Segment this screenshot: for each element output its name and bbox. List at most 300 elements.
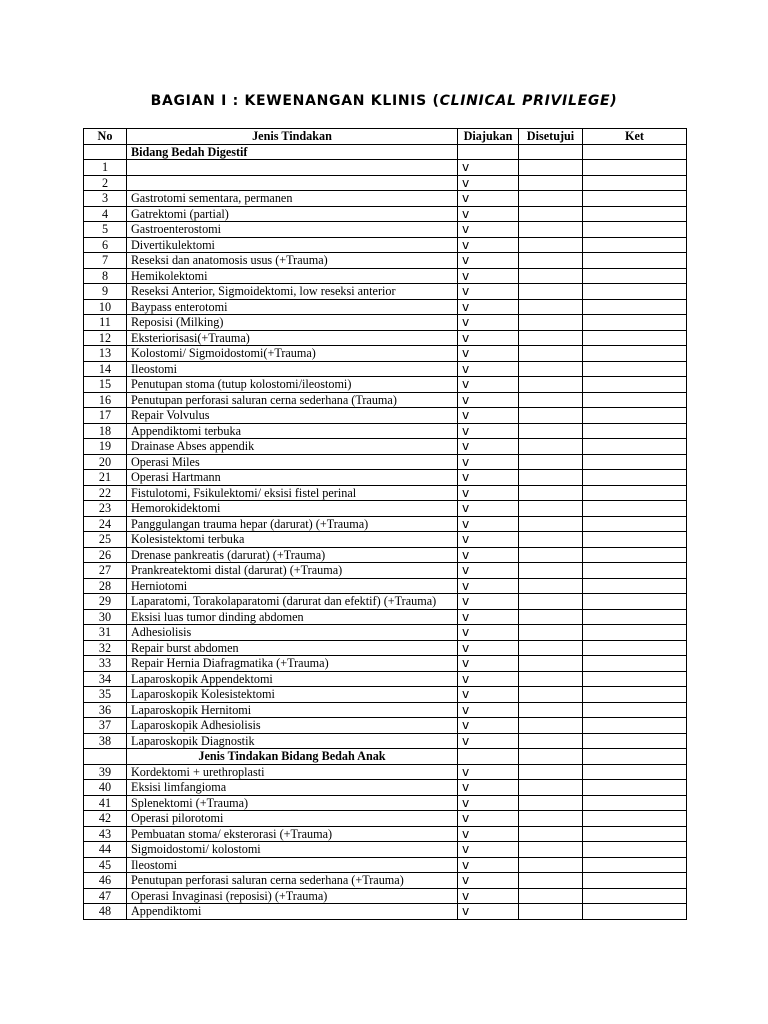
cell-ket <box>583 547 687 563</box>
cell-ket <box>583 873 687 889</box>
cell-ket <box>583 733 687 749</box>
section-heading: Jenis Tindakan Bidang Bedah Anak <box>127 749 458 765</box>
cell-no <box>84 749 127 765</box>
cell-no: 33 <box>84 656 127 672</box>
table-row <box>84 857 687 873</box>
page-title <box>0 93 768 109</box>
cell-jenis-tindakan: Eksteriorisasi(+Trauma) <box>127 330 458 346</box>
cell-diajukan: v <box>458 175 519 191</box>
cell-diajukan: v <box>458 625 519 641</box>
table-row <box>84 377 687 393</box>
cell-disetujui <box>519 764 583 780</box>
cell-diajukan: v <box>458 532 519 548</box>
cell-diajukan: v <box>458 423 519 439</box>
cell-jenis-tindakan: Laparoskopik Diagnostik <box>127 733 458 749</box>
table-row <box>84 237 687 253</box>
cell-no: 2 <box>84 175 127 191</box>
cell-ket <box>583 594 687 610</box>
table-row <box>84 764 687 780</box>
cell-jenis-tindakan: Herniotomi <box>127 578 458 594</box>
cell-no: 16 <box>84 392 127 408</box>
cell-diajukan: v <box>458 485 519 501</box>
cell-diajukan: v <box>458 191 519 207</box>
section-row <box>84 144 687 160</box>
table-row <box>84 315 687 331</box>
cell-jenis-tindakan: Drenase pankreatis (darurat) (+Trauma) <box>127 547 458 563</box>
cell-jenis-tindakan: Laparoskopik Adhesiolisis <box>127 718 458 734</box>
cell-disetujui <box>519 439 583 455</box>
cell-diajukan: v <box>458 392 519 408</box>
cell-disetujui <box>519 826 583 842</box>
cell-ket <box>583 423 687 439</box>
cell-jenis-tindakan: Gatrektomi (partial) <box>127 206 458 222</box>
cell-ket <box>583 206 687 222</box>
cell-ket <box>583 826 687 842</box>
table-row <box>84 532 687 548</box>
cell-disetujui <box>519 749 583 765</box>
cell-jenis-tindakan: Hemorokidektomi <box>127 501 458 517</box>
section-heading: Bidang Bedah Digestif <box>127 144 458 160</box>
cell-no: 10 <box>84 299 127 315</box>
cell-disetujui <box>519 857 583 873</box>
cell-no: 27 <box>84 563 127 579</box>
table-row <box>84 392 687 408</box>
table-row <box>84 718 687 734</box>
cell-disetujui <box>519 160 583 176</box>
table-header-row <box>84 129 687 145</box>
cell-diajukan: v <box>458 904 519 920</box>
cell-diajukan: v <box>458 609 519 625</box>
cell-no: 5 <box>84 222 127 238</box>
header-jenis-tindakan: Jenis Tindakan <box>127 129 458 145</box>
table-row <box>84 160 687 176</box>
table-row <box>84 206 687 222</box>
cell-no: 7 <box>84 253 127 269</box>
cell-disetujui <box>519 563 583 579</box>
cell-jenis-tindakan: Repair Hernia Diafragmatika (+Trauma) <box>127 656 458 672</box>
cell-jenis-tindakan: Repair burst abdomen <box>127 640 458 656</box>
table-row <box>84 284 687 300</box>
cell-diajukan: v <box>458 702 519 718</box>
cell-disetujui <box>519 516 583 532</box>
table-row <box>84 671 687 687</box>
cell-no: 6 <box>84 237 127 253</box>
cell-no: 32 <box>84 640 127 656</box>
cell-no: 25 <box>84 532 127 548</box>
cell-disetujui <box>519 237 583 253</box>
cell-no: 14 <box>84 361 127 377</box>
table-row <box>84 423 687 439</box>
cell-jenis-tindakan: Gastrotomi sementara, permanen <box>127 191 458 207</box>
cell-ket <box>583 144 687 160</box>
cell-diajukan: v <box>458 315 519 331</box>
table-row <box>84 702 687 718</box>
table-row <box>84 578 687 594</box>
cell-no: 1 <box>84 160 127 176</box>
cell-ket <box>583 470 687 486</box>
cell-disetujui <box>519 780 583 796</box>
cell-disetujui <box>519 888 583 904</box>
cell-jenis-tindakan: Fistulotomi, Fsikulektomi/ eksisi fistel perinal <box>127 485 458 501</box>
cell-diajukan: v <box>458 268 519 284</box>
cell-diajukan: v <box>458 733 519 749</box>
table-row <box>84 656 687 672</box>
table-row <box>84 625 687 641</box>
cell-jenis-tindakan: Kolesistektomi terbuka <box>127 532 458 548</box>
cell-no: 21 <box>84 470 127 486</box>
cell-ket <box>583 656 687 672</box>
cell-no: 22 <box>84 485 127 501</box>
cell-diajukan: v <box>458 780 519 796</box>
table-row <box>84 268 687 284</box>
cell-ket <box>583 377 687 393</box>
cell-jenis-tindakan: Reposisi (Milking) <box>127 315 458 331</box>
cell-disetujui <box>519 284 583 300</box>
table-row <box>84 888 687 904</box>
cell-no: 40 <box>84 780 127 796</box>
cell-disetujui <box>519 625 583 641</box>
cell-ket <box>583 671 687 687</box>
cell-no: 43 <box>84 826 127 842</box>
cell-no: 30 <box>84 609 127 625</box>
cell-ket <box>583 516 687 532</box>
cell-ket <box>583 888 687 904</box>
cell-disetujui <box>519 594 583 610</box>
cell-ket <box>583 160 687 176</box>
table-row <box>84 826 687 842</box>
cell-no <box>84 144 127 160</box>
cell-diajukan: v <box>458 547 519 563</box>
cell-ket <box>583 392 687 408</box>
header-ket: Ket <box>583 129 687 145</box>
cell-jenis-tindakan: Eksisi luas tumor dinding abdomen <box>127 609 458 625</box>
table-row <box>84 501 687 517</box>
cell-disetujui <box>519 144 583 160</box>
cell-diajukan: v <box>458 795 519 811</box>
cell-diajukan: v <box>458 656 519 672</box>
cell-disetujui <box>519 470 583 486</box>
table-row <box>84 594 687 610</box>
cell-ket <box>583 361 687 377</box>
cell-disetujui <box>519 501 583 517</box>
cell-no: 48 <box>84 904 127 920</box>
cell-jenis-tindakan: Laparoskopik Hernitomi <box>127 702 458 718</box>
cell-ket <box>583 904 687 920</box>
cell-ket <box>583 454 687 470</box>
cell-no: 20 <box>84 454 127 470</box>
cell-diajukan: v <box>458 671 519 687</box>
table-row <box>84 563 687 579</box>
cell-diajukan: v <box>458 563 519 579</box>
cell-no: 31 <box>84 625 127 641</box>
cell-diajukan: v <box>458 253 519 269</box>
cell-no: 45 <box>84 857 127 873</box>
cell-ket <box>583 485 687 501</box>
cell-disetujui <box>519 687 583 703</box>
table-row <box>84 222 687 238</box>
cell-jenis-tindakan: Operasi Invaginasi (reposisi) (+Trauma) <box>127 888 458 904</box>
cell-no: 4 <box>84 206 127 222</box>
table-row <box>84 640 687 656</box>
cell-no: 19 <box>84 439 127 455</box>
cell-ket <box>583 330 687 346</box>
cell-no: 24 <box>84 516 127 532</box>
table-row <box>84 780 687 796</box>
cell-jenis-tindakan: Operasi pilorotomi <box>127 811 458 827</box>
cell-disetujui <box>519 253 583 269</box>
cell-disetujui <box>519 377 583 393</box>
cell-no: 39 <box>84 764 127 780</box>
cell-jenis-tindakan: Kolostomi/ Sigmoidostomi(+Trauma) <box>127 346 458 362</box>
cell-no: 38 <box>84 733 127 749</box>
cell-jenis-tindakan: Reseksi dan anatomosis usus (+Trauma) <box>127 253 458 269</box>
cell-diajukan: v <box>458 764 519 780</box>
header-no: No <box>84 129 127 145</box>
cell-disetujui <box>519 175 583 191</box>
cell-jenis-tindakan: Repair Volvulus <box>127 408 458 424</box>
cell-disetujui <box>519 361 583 377</box>
cell-ket <box>583 501 687 517</box>
cell-diajukan: v <box>458 516 519 532</box>
cell-jenis-tindakan: Ileostomi <box>127 857 458 873</box>
table-row <box>84 609 687 625</box>
table-row <box>84 873 687 889</box>
cell-disetujui <box>519 640 583 656</box>
table-row <box>84 516 687 532</box>
cell-diajukan: v <box>458 888 519 904</box>
cell-diajukan: v <box>458 842 519 858</box>
cell-ket <box>583 578 687 594</box>
cell-diajukan: v <box>458 594 519 610</box>
cell-diajukan: v <box>458 284 519 300</box>
cell-disetujui <box>519 191 583 207</box>
cell-jenis-tindakan: Drainase Abses appendik <box>127 439 458 455</box>
table-row <box>84 470 687 486</box>
cell-no: 42 <box>84 811 127 827</box>
cell-diajukan: v <box>458 454 519 470</box>
table-row <box>84 687 687 703</box>
cell-jenis-tindakan: Laparatomi, Torakolaparatomi (darurat dan efektif) (+Trauma) <box>127 594 458 610</box>
cell-jenis-tindakan: Sigmoidostomi/ kolostomi <box>127 842 458 858</box>
cell-disetujui <box>519 485 583 501</box>
cell-ket <box>583 408 687 424</box>
cell-jenis-tindakan: Baypass enterotomi <box>127 299 458 315</box>
cell-no: 37 <box>84 718 127 734</box>
cell-disetujui <box>519 609 583 625</box>
cell-disetujui <box>519 733 583 749</box>
cell-jenis-tindakan: Laparoskopik Appendektomi <box>127 671 458 687</box>
cell-no: 13 <box>84 346 127 362</box>
cell-jenis-tindakan: Laparoskopik Kolesistektomi <box>127 687 458 703</box>
cell-ket <box>583 253 687 269</box>
cell-ket <box>583 175 687 191</box>
cell-disetujui <box>519 532 583 548</box>
table-row <box>84 330 687 346</box>
cell-diajukan: v <box>458 346 519 362</box>
table-row <box>84 346 687 362</box>
cell-diajukan: v <box>458 160 519 176</box>
cell-jenis-tindakan: Panggulangan trauma hepar (darurat) (+Trauma) <box>127 516 458 532</box>
cell-diajukan: v <box>458 299 519 315</box>
cell-ket <box>583 842 687 858</box>
cell-diajukan <box>458 749 519 765</box>
cell-disetujui <box>519 702 583 718</box>
table-row <box>84 439 687 455</box>
cell-jenis-tindakan: Pembuatan stoma/ eksterorasi (+Trauma) <box>127 826 458 842</box>
cell-disetujui <box>519 222 583 238</box>
header-disetujui: Disetujui <box>519 129 583 145</box>
cell-disetujui <box>519 842 583 858</box>
cell-disetujui <box>519 299 583 315</box>
cell-jenis-tindakan: Eksisi limfangioma <box>127 780 458 796</box>
cell-disetujui <box>519 423 583 439</box>
cell-disetujui <box>519 578 583 594</box>
table-row <box>84 485 687 501</box>
cell-no: 36 <box>84 702 127 718</box>
cell-jenis-tindakan <box>127 175 458 191</box>
cell-no: 17 <box>84 408 127 424</box>
cell-ket <box>583 284 687 300</box>
cell-ket <box>583 299 687 315</box>
cell-ket <box>583 563 687 579</box>
table-row <box>84 299 687 315</box>
cell-jenis-tindakan: Hemikolektomi <box>127 268 458 284</box>
cell-disetujui <box>519 330 583 346</box>
cell-ket <box>583 702 687 718</box>
cell-no: 26 <box>84 547 127 563</box>
cell-diajukan <box>458 144 519 160</box>
cell-ket <box>583 811 687 827</box>
cell-no: 29 <box>84 594 127 610</box>
cell-jenis-tindakan: Divertikulektomi <box>127 237 458 253</box>
cell-jenis-tindakan <box>127 160 458 176</box>
cell-no: 28 <box>84 578 127 594</box>
cell-ket <box>583 222 687 238</box>
cell-disetujui <box>519 315 583 331</box>
cell-jenis-tindakan: Adhesiolisis <box>127 625 458 641</box>
cell-disetujui <box>519 268 583 284</box>
cell-no: 18 <box>84 423 127 439</box>
table-body <box>84 144 687 919</box>
table-row <box>84 175 687 191</box>
cell-disetujui <box>519 206 583 222</box>
cell-diajukan: v <box>458 826 519 842</box>
cell-no: 46 <box>84 873 127 889</box>
section-row <box>84 749 687 765</box>
table-row <box>84 842 687 858</box>
cell-jenis-tindakan: Splenektomi (+Trauma) <box>127 795 458 811</box>
cell-diajukan: v <box>458 330 519 346</box>
cell-disetujui <box>519 718 583 734</box>
table-row <box>84 795 687 811</box>
table-row <box>84 811 687 827</box>
cell-no: 12 <box>84 330 127 346</box>
cell-diajukan: v <box>458 377 519 393</box>
cell-jenis-tindakan: Penutupan perforasi saluran cerna sederhana (+Trauma) <box>127 873 458 889</box>
cell-no: 15 <box>84 377 127 393</box>
cell-ket <box>583 749 687 765</box>
cell-jenis-tindakan: Appendiktomi terbuka <box>127 423 458 439</box>
title-italic: CLINICAL PRIVILEGE) <box>439 93 618 109</box>
title-prefix: BAGIAN I : KEWENANGAN KLINIS ( <box>150 93 440 109</box>
cell-jenis-tindakan: Penutupan perforasi saluran cerna sederhana (Trauma) <box>127 392 458 408</box>
cell-jenis-tindakan: Prankreatektomi distal (darurat) (+Trauma) <box>127 563 458 579</box>
cell-ket <box>583 625 687 641</box>
cell-ket <box>583 687 687 703</box>
cell-diajukan: v <box>458 237 519 253</box>
cell-no: 3 <box>84 191 127 207</box>
cell-diajukan: v <box>458 206 519 222</box>
cell-ket <box>583 857 687 873</box>
cell-ket <box>583 268 687 284</box>
cell-ket <box>583 315 687 331</box>
cell-ket <box>583 237 687 253</box>
cell-jenis-tindakan: Reseksi Anterior, Sigmoidektomi, low reseksi anterior <box>127 284 458 300</box>
cell-no: 41 <box>84 795 127 811</box>
table-row <box>84 733 687 749</box>
cell-diajukan: v <box>458 687 519 703</box>
header-diajukan: Diajukan <box>458 129 519 145</box>
cell-diajukan: v <box>458 470 519 486</box>
cell-diajukan: v <box>458 857 519 873</box>
cell-ket <box>583 640 687 656</box>
cell-jenis-tindakan: Penutupan stoma (tutup kolostomi/ileostomi) <box>127 377 458 393</box>
cell-diajukan: v <box>458 640 519 656</box>
cell-ket <box>583 795 687 811</box>
cell-diajukan: v <box>458 578 519 594</box>
cell-diajukan: v <box>458 361 519 377</box>
cell-no: 47 <box>84 888 127 904</box>
table-row <box>84 904 687 920</box>
cell-jenis-tindakan: Operasi Miles <box>127 454 458 470</box>
table-row <box>84 253 687 269</box>
cell-disetujui <box>519 408 583 424</box>
table-row <box>84 191 687 207</box>
cell-disetujui <box>519 873 583 889</box>
cell-disetujui <box>519 811 583 827</box>
cell-no: 8 <box>84 268 127 284</box>
cell-disetujui <box>519 671 583 687</box>
cell-disetujui <box>519 346 583 362</box>
cell-ket <box>583 764 687 780</box>
cell-ket <box>583 609 687 625</box>
cell-ket <box>583 718 687 734</box>
cell-jenis-tindakan: Ileostomi <box>127 361 458 377</box>
cell-diajukan: v <box>458 222 519 238</box>
cell-ket <box>583 191 687 207</box>
table-row <box>84 547 687 563</box>
cell-ket <box>583 439 687 455</box>
cell-no: 44 <box>84 842 127 858</box>
cell-jenis-tindakan: Appendiktomi <box>127 904 458 920</box>
cell-no: 23 <box>84 501 127 517</box>
cell-diajukan: v <box>458 873 519 889</box>
cell-disetujui <box>519 904 583 920</box>
cell-diajukan: v <box>458 501 519 517</box>
cell-jenis-tindakan: Operasi Hartmann <box>127 470 458 486</box>
cell-ket <box>583 780 687 796</box>
cell-no: 34 <box>84 671 127 687</box>
cell-disetujui <box>519 547 583 563</box>
cell-no: 11 <box>84 315 127 331</box>
cell-ket <box>583 346 687 362</box>
cell-no: 35 <box>84 687 127 703</box>
cell-no: 9 <box>84 284 127 300</box>
cell-disetujui <box>519 795 583 811</box>
table-row <box>84 361 687 377</box>
table-row <box>84 408 687 424</box>
table-row <box>84 454 687 470</box>
